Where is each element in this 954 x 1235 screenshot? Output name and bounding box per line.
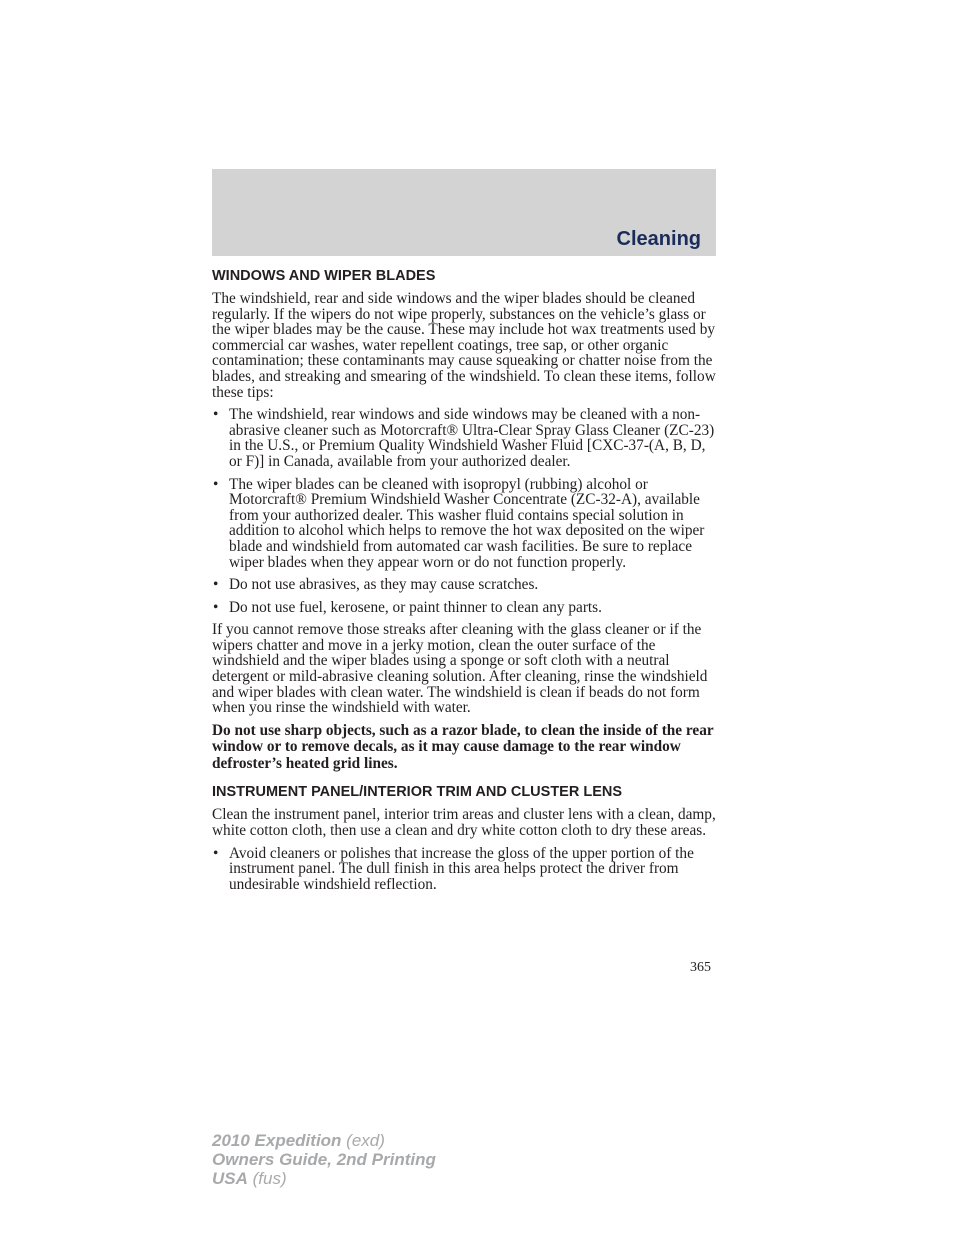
page-content: [212, 266, 716, 899]
document-footer: [212, 1131, 436, 1188]
page-number: 365: [690, 960, 711, 975]
bullet-icon: •: [213, 475, 219, 493]
list-item: • The wiper blades can be cleaned with isopropyl (rubbing) alcohol or Motorcraft® Premium Windshield Washer Concentrate (ZC-32-A), available from your authorized dealer. This washer fluid contains special solution in addition to alcohol which helps to remove the hot wax deposited on the wiper blade and windshield from automated car wash facilities. Be sure to replace wiper blades when they appear worn or do not function properly.: [213, 475, 705, 571]
bullet-icon: •: [213, 576, 219, 594]
section-title: Cleaning: [616, 228, 701, 250]
instrument-panel-list: [212, 846, 716, 893]
heading-windows-wiper-blades: WINDOWS AND WIPER BLADES: [212, 268, 436, 284]
bullet-icon: •: [213, 598, 219, 616]
section-header-band: [212, 169, 716, 256]
heading-instrument-panel: INSTRUMENT PANEL/INTERIOR TRIM AND CLUSTER LENS: [212, 784, 623, 801]
list-item: • The windshield, rear windows and side windows may be cleaned with a non-abrasive cleaner such as Motorcraft® Ultra-Clear Spray Glass Cleaner (ZC-23) in the U.S., or Premium Quality Windshield Washer Fluid [CXC-37-(A, B, D, or F)] in Canada, available from your authorized dealer.: [213, 406, 715, 470]
intro-paragraph: The windshield, rear and side windows and the wiper blades should be cleaned regularly. If the wipers do not wipe properly, substances on the vehicle’s glass or the wiper blades may be the cause. These may include hot wax treatments used by commercial car washes, water repellent coatings, tree sap, or other organic contamination; these contaminants may cause squeaking or chatter noise from the blades, and streaking and smearing of the windshield. To clean these items, follow these tips:: [212, 290, 716, 401]
footer-line-model: 2010 Expedition (exd): [212, 1131, 385, 1150]
list-item: • Do not use fuel, kerosene, or paint thinner to clean any parts.: [213, 598, 602, 616]
streaks-paragraph: If you cannot remove those streaks after cleaning with the glass cleaner or if the wipers chatter and move in a jerky motion, clean the outer surface of the windshield and the wiper blades using a sponge or soft cloth with a neutral detergent or mild-abrasive cleaning solution. After cleaning, rinse the windshield and wiper blades with clean water. The windshield is clean if beads do not form when you rinse the windshield with water.: [212, 621, 708, 717]
list-item: • Avoid cleaners or polishes that increase the gloss of the upper portion of the instrument panel. The dull finish in this area helps protect the driver from undesirable windshield reflection.: [213, 844, 694, 893]
footer-line-market: USA (fus): [212, 1169, 287, 1188]
tips-list: [212, 407, 716, 615]
bullet-icon: •: [213, 406, 219, 424]
footer-line-printing: Owners Guide, 2nd Printing: [212, 1150, 436, 1169]
bullet-icon: •: [213, 844, 219, 862]
instrument-panel-paragraph: Clean the instrument panel, interior trim areas and cluster lens with a clean, damp, white cotton cloth, then use a clean and dry white cotton cloth to dry these areas.: [212, 806, 716, 839]
list-item: • Do not use abrasives, as they may cause scratches.: [213, 576, 539, 594]
warning-text: Do not use sharp objects, such as a razor blade, to clean the inside of the rear window or to remove decals, as it may cause damage to the rear window defroster’s heated grid lines.: [212, 721, 714, 772]
